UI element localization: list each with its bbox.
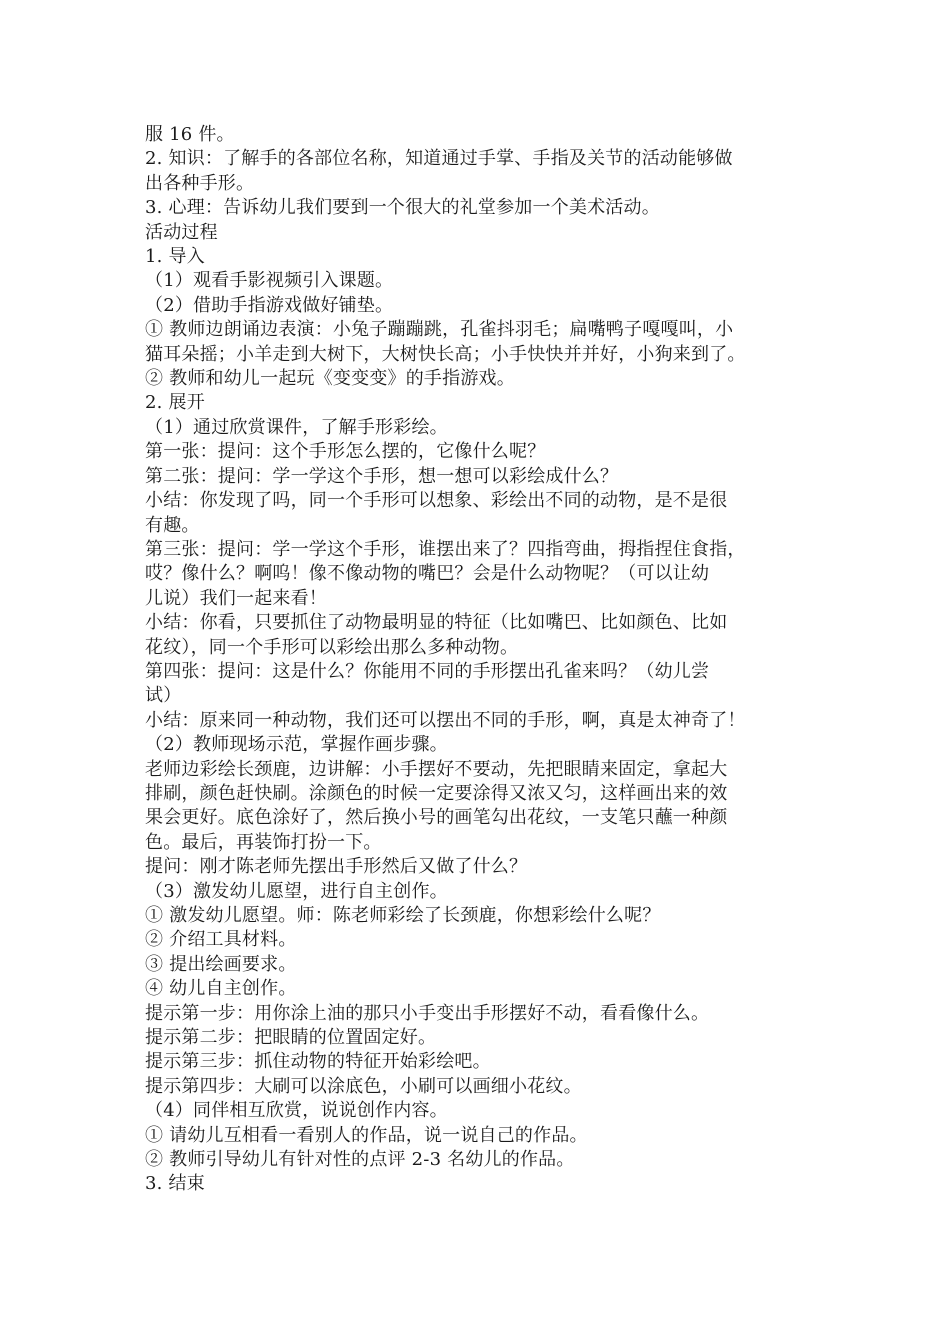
text-line: （2）教师现场示范，掌握作画步骤。 [145, 734, 448, 756]
text-line: 花纹），同一个手形可以彩绘出那么多种动物。 [145, 636, 519, 658]
text-line: ① 激发幼儿愿望。师：陈老师彩绘了长颈鹿，你想彩绘什么呢？ [145, 905, 661, 926]
text-line: 第四张：提问：这是什么？你能用不同的手形摆出孔雀来吗？（幼儿尝 [145, 660, 710, 682]
text-line: 哎？像什么？啊呜！像不像动物的嘴巴？会是什么动物呢？（可以让幼 [145, 563, 710, 585]
text-line: ② 教师引导幼儿有针对性的点评 2-3 名幼儿的作品。 [145, 1149, 575, 1171]
text-line: ② 介绍工具材料。 [145, 929, 297, 951]
text-line: 小结：你看，只要抓住了动物最明显的特征（比如嘴巴、比如颜色、比如 [145, 612, 728, 634]
section-heading: 1. 导入 [145, 246, 205, 268]
text-line: 第一张：提问：这个手形怎么摆的，它像什么呢？ [145, 441, 546, 463]
text-line: ② 教师和幼儿一起玩《变变变》的手指游戏。 [145, 368, 515, 390]
text-line: 小结：原来同一种动物，我们还可以摆出不同的手形，啊，真是太神奇了！ [145, 709, 746, 731]
section-heading: 2. 展开 [145, 392, 205, 414]
text-line: ④ 幼儿自主创作。 [145, 978, 297, 1000]
text-line: 2. 知识：了解手的各部位名称，知道通过手掌、手指及关节的活动能够做 [145, 148, 733, 170]
text-line: 有趣。 [145, 514, 200, 536]
section-heading: 3. 结束 [145, 1173, 205, 1195]
text-line: 出各种手形。 [145, 172, 255, 194]
text-line: 提示第四步：大刷可以涂底色，小刷可以画细小花纹。 [145, 1075, 582, 1097]
section-heading: 活动过程 [145, 221, 218, 243]
text-line: 第二张：提问：学一学这个手形，想一想可以彩绘成什么？ [145, 465, 619, 487]
text-line: ① 请幼儿互相看一看别人的作品，说一说自己的作品。 [145, 1124, 588, 1146]
text-line: 猫耳朵摇；小羊走到大树下，大树快长高；小手快快并并好，小狗来到了。 [145, 343, 746, 365]
text-line: 提示第一步：用你涂上油的那只小手变出手形摆好不动，看看像什么。 [145, 1002, 710, 1024]
document-page [145, 123, 825, 1197]
text-line: 提问：刚才陈老师先摆出手形然后又做了什么？ [145, 856, 528, 878]
text-line: 老师边彩绘长颈鹿，边讲解：小手摆好不要动，先把眼睛来固定，拿起大 [145, 758, 728, 780]
text-line: 第三张：提问：学一学这个手形，谁摆出来了？四指弯曲，拇指捏住食指， [145, 538, 746, 560]
text-line: （3）激发幼儿愿望，进行自主创作。 [145, 880, 448, 902]
text-line: （1）通过欣赏课件，了解手形彩绘。 [145, 416, 448, 438]
text-line: （1）观看手影视频引入课题。 [145, 270, 394, 292]
text-line: 色。最后，再装饰打扮一下。 [145, 831, 382, 853]
text-line: 果会更好。底色涂好了，然后换小号的画笔勾出花纹，一支笔只蘸一种颜 [145, 807, 728, 829]
text-line: 提示第二步：把眼睛的位置固定好。 [145, 1027, 437, 1049]
text-line: ③ 提出绘画要求。 [145, 953, 297, 975]
text-line: 排刷，颜色赶快刷。涂颜色的时候一定要涂得又浓又匀，这样画出来的效 [145, 782, 728, 804]
text-line: 提示第三步：抓住动物的特征开始彩绘吧。 [145, 1051, 491, 1073]
text-line: 小结：你发现了吗，同一个手形可以想象、彩绘出不同的动物，是不是很 [145, 490, 728, 512]
text-line: （2）借助手指游戏做好铺垫。 [145, 294, 394, 316]
text-line: 服 16 件。 [145, 124, 235, 145]
text-line: 试） [145, 685, 182, 707]
text-line: ① 教师边朗诵边表演：小兔子蹦蹦跳，孔雀抖羽毛；扁嘴鸭子嘎嘎叫，小 [145, 319, 734, 341]
text-line: （4）同伴相互欣赏，说说创作内容。 [145, 1100, 448, 1122]
text-line: 儿说）我们一起来看！ [145, 587, 327, 609]
text-line: 3. 心理：告诉幼儿我们要到一个很大的礼堂参加一个美术活动。 [145, 197, 660, 219]
